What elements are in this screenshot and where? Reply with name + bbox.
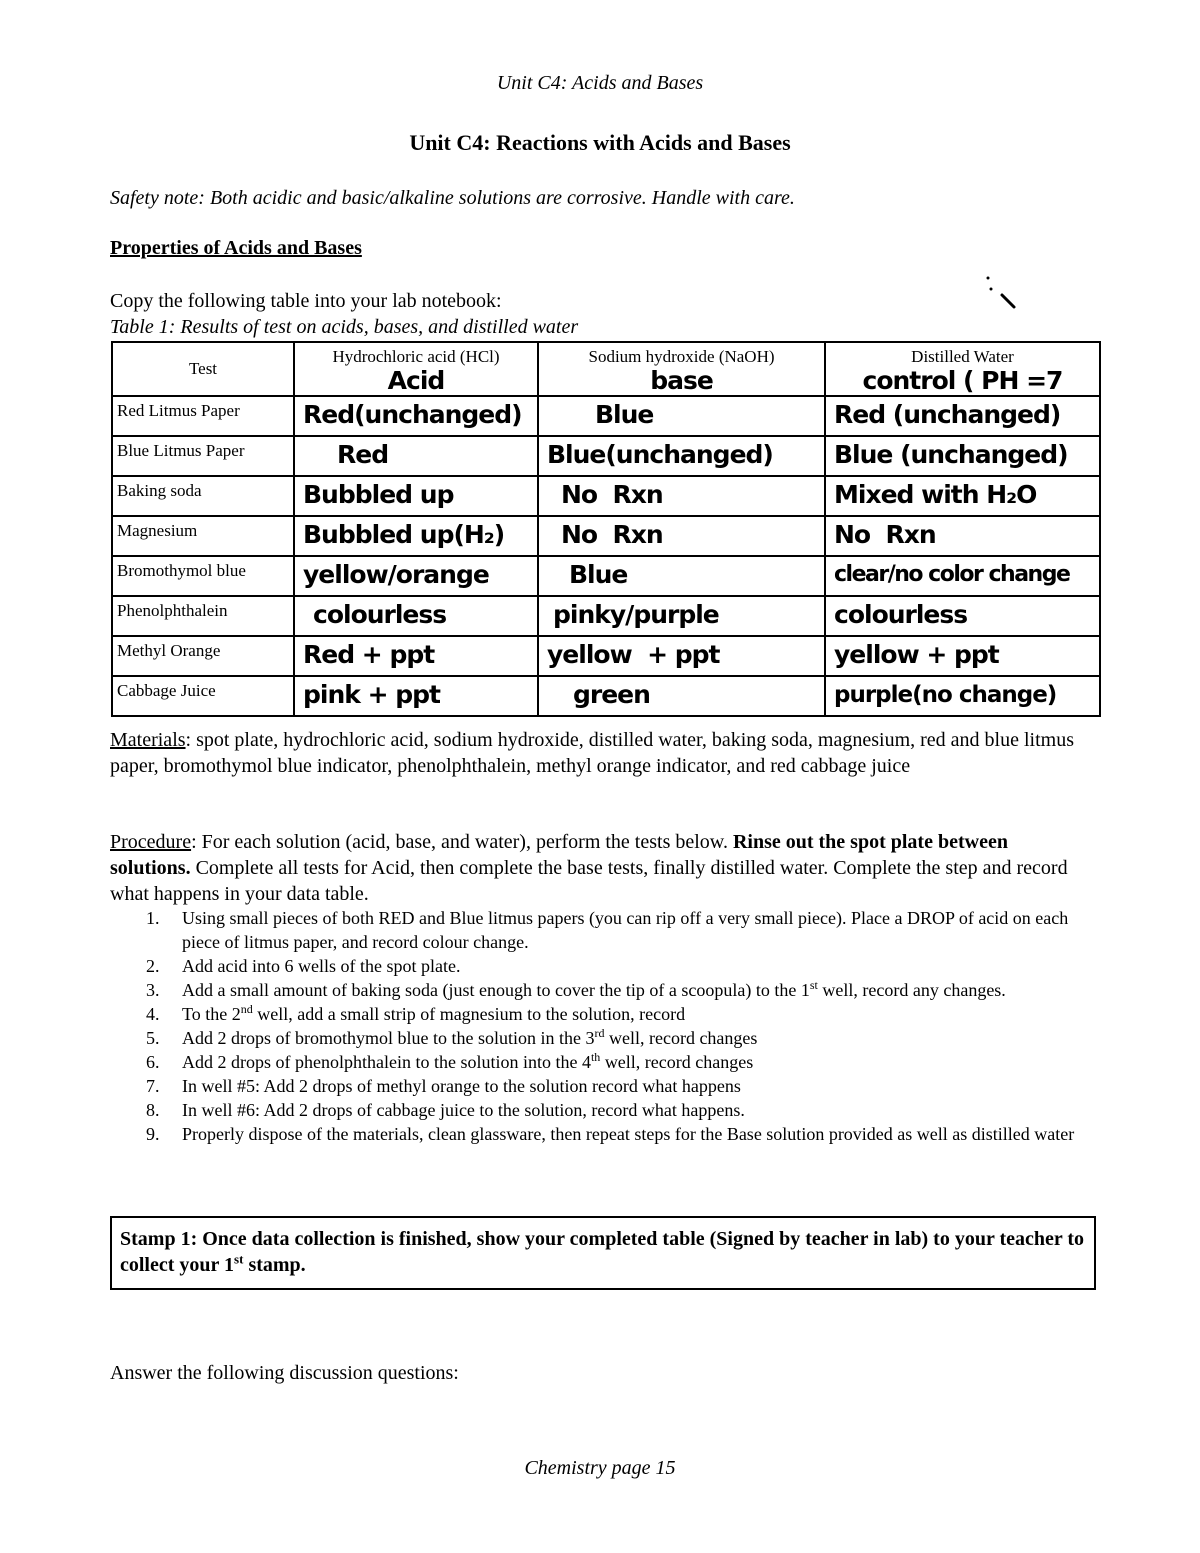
cell-acid: [294, 676, 538, 716]
row-label: Baking soda: [112, 476, 294, 516]
handwritten-entry: Red (unchanged): [834, 400, 1061, 429]
handwritten-entry: No Rxn: [561, 520, 663, 549]
handwritten-entry: Blue: [595, 400, 654, 429]
handwritten-header-acid: Acid: [387, 366, 445, 395]
list-item: 8. In well #6: Add 2 drops of cabbage juice to the solution, record what happens.: [146, 1100, 745, 1120]
results-table: [111, 341, 1101, 717]
handwritten-entry: yellow + ppt: [834, 640, 999, 669]
materials-paragraph: [110, 727, 1090, 779]
header-naoh: Sodium hydroxide (NaOH) base: [538, 342, 825, 396]
cell-base: [538, 556, 825, 596]
row-label: Bromothymol blue: [112, 556, 294, 596]
row-label: Phenolphthalein: [112, 596, 294, 636]
list-item: 2. Add acid into 6 wells of the spot plate.: [146, 956, 461, 976]
discussion-prompt: Answer the following discussion questions:: [110, 1362, 459, 1384]
cell-base: [538, 676, 825, 716]
table-row: [112, 476, 1100, 516]
handwritten-entry: pink + ppt: [303, 680, 440, 709]
page-title: Unit C4: Reactions with Acids and Bases: [409, 130, 791, 155]
table-caption: Table 1: Results of test on acids, bases, and distilled water: [110, 316, 579, 338]
cell-water: [825, 676, 1100, 716]
handwritten-entry: Red + ppt: [303, 640, 435, 669]
procedure-label: Procedure: [110, 831, 192, 853]
cell-water: [825, 396, 1100, 436]
table-row: [112, 556, 1100, 596]
header-water: Distilled Water control ( PH =7: [825, 342, 1100, 396]
handwritten-entry: colourless: [313, 600, 447, 629]
cell-acid: [294, 596, 538, 636]
table-row: [112, 436, 1100, 476]
cell-water: [825, 596, 1100, 636]
cell-base: [538, 436, 825, 476]
pen-marks-scribble: [980, 273, 1020, 313]
cell-acid: [294, 556, 538, 596]
handwritten-entry: No Rxn: [834, 520, 936, 549]
page-footer: Chemistry page 15: [524, 1457, 676, 1479]
cell-base: [538, 396, 825, 436]
list-item: 5. Add 2 drops of bromothymol blue to the solution in the 3rd well, record changes: [146, 1026, 758, 1048]
cell-base: [538, 596, 825, 636]
procedure-paragraph: [110, 829, 1090, 907]
handwritten-entry: green: [573, 680, 650, 709]
materials-text: : spot plate, hydrochloric acid, sodium hydroxide, distilled water, baking soda, magnesium, red and blue litmus paper, bromothymol blue indicator, phenolphthalein, methyl orange indicator, and red cabbage juice: [110, 729, 1074, 777]
handwritten-entry: Red(unchanged): [303, 400, 522, 429]
handwritten-entry: Bubbled up: [303, 480, 454, 509]
handwritten-entry: Bubbled up(H₂): [303, 520, 505, 549]
handwritten-header-base: base: [650, 366, 713, 395]
cell-water: [825, 436, 1100, 476]
cell-acid: [294, 636, 538, 676]
header-hcl: Hydrochloric acid (HCl) Acid: [294, 342, 538, 396]
header-test: Test: [112, 342, 294, 396]
table-row: [112, 596, 1100, 636]
cell-acid: [294, 476, 538, 516]
row-label: Blue Litmus Paper: [112, 436, 294, 476]
list-item: 4. To the 2nd well, add a small strip of magnesium to the solution, record: [146, 1002, 686, 1024]
table-header-row: [112, 342, 1100, 396]
table-row: [112, 676, 1100, 716]
handwritten-entry: Blue (unchanged): [834, 440, 1068, 469]
page-header: Unit C4: Acids and Bases: [496, 72, 704, 94]
handwritten-entry: Blue(unchanged): [547, 440, 773, 469]
procedure-text: : For each solution (acid, base, and water), perform the tests below.: [191, 831, 733, 853]
row-label: Red Litmus Paper: [112, 396, 294, 436]
list-item: 6. Add 2 drops of phenolphthalein to the solution into the 4th well, record changes: [146, 1050, 754, 1072]
row-label: Methyl Orange: [112, 636, 294, 676]
list-item: 3. Add a small amount of baking soda (just enough to cover the tip of a scoopula) to the 1st well, record any changes.: [146, 978, 1006, 1000]
handwritten-entry: purple(no change): [834, 682, 1057, 708]
cell-water: [825, 636, 1100, 676]
cell-base: [538, 636, 825, 676]
handwritten-header-water: control ( PH =7: [862, 366, 1063, 395]
handwritten-entry: yellow/orange: [303, 560, 489, 589]
safety-note: Safety note: Both acidic and basic/alkaline solutions are corrosive. Handle with care.: [110, 187, 795, 209]
procedure-bold-note: Rinse out the spot plate between solutions.: [110, 831, 1008, 879]
stamp-box: Stamp 1: Once data collection is finished, show your completed table (Signed by teacher in lab) to your teacher to collect your 1st stamp.: [110, 1216, 1096, 1290]
handwritten-entry: yellow + ppt: [547, 640, 720, 669]
cell-water: [825, 516, 1100, 556]
cell-acid: [294, 396, 538, 436]
cell-water: [825, 476, 1100, 516]
handwritten-entry: Mixed with H₂O: [834, 480, 1037, 509]
row-label: Cabbage Juice: [112, 676, 294, 716]
cell-water: [825, 556, 1100, 596]
materials-label: Materials: [110, 729, 186, 751]
handwritten-entry: colourless: [834, 600, 968, 629]
section-heading: Properties of Acids and Bases: [110, 237, 362, 259]
procedure-text-continued: Complete all tests for Acid, then complete the base tests, finally distilled water. Complete the step and record what happens in your data table.: [110, 857, 1068, 905]
handwritten-entry: clear/no color change: [834, 562, 1070, 587]
handwritten-entry: pinky/purple: [553, 600, 719, 629]
table-row: [112, 516, 1100, 556]
cell-base: [538, 476, 825, 516]
cell-base: [538, 516, 825, 556]
copy-instruction: Copy the following table into your lab notebook:: [110, 290, 502, 312]
handwritten-entry: Red: [337, 440, 389, 469]
table-row: [112, 396, 1100, 436]
procedure-steps: [110, 906, 1100, 1146]
handwritten-entry: No Rxn: [561, 480, 663, 509]
cell-acid: [294, 516, 538, 556]
row-label: Magnesium: [112, 516, 294, 556]
table-row: [112, 636, 1100, 676]
cell-acid: [294, 436, 538, 476]
handwritten-entry: Blue: [569, 560, 628, 589]
list-item: 9. Properly dispose of the materials, clean glassware, then repeat steps for the Base solution provided as well as distilled water: [146, 1124, 1075, 1144]
list-item: 7. In well #5: Add 2 drops of methyl orange to the solution record what happens: [146, 1076, 741, 1096]
list-item: 1. Using small pieces of both RED and Blue litmus papers (you can rip off a very small piece). Place a DROP of acid on each piece of litmus paper, and record colour change.: [146, 908, 1069, 952]
